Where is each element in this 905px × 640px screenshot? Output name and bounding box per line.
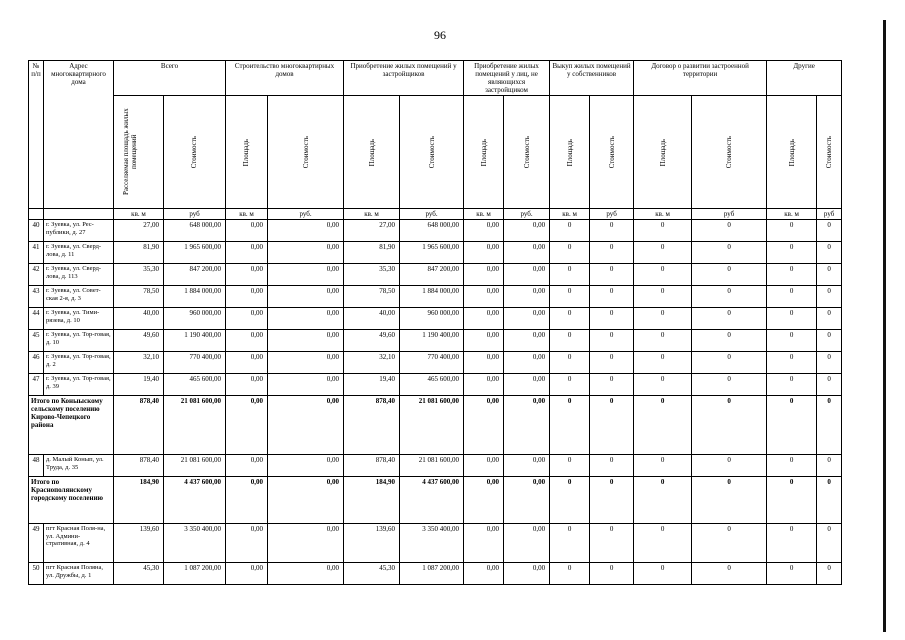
row-value: 0 — [550, 286, 590, 308]
row-address: г. Зуевка, ул. Совет-ская 2-я, д. 3 — [44, 286, 114, 308]
row-value: 770 400,00 — [400, 352, 464, 374]
row-value: 0,00 — [226, 477, 268, 524]
subtotal-label: Итого по Коныыскому сельскому поселению Кирово-Чепецкого района — [29, 396, 114, 455]
table-row — [29, 220, 842, 242]
row-value: 184,90 — [344, 477, 400, 524]
row-value: 878,40 — [114, 455, 164, 477]
resettlement-table — [28, 60, 842, 585]
row-value: 0 — [634, 524, 692, 563]
row-value: 0 — [550, 477, 590, 524]
row-value: 45,30 — [114, 563, 164, 585]
row-value: 0,00 — [464, 396, 504, 455]
header-row-sub — [29, 96, 842, 209]
row-value: 0,00 — [504, 455, 550, 477]
unit-label: руб — [817, 209, 842, 220]
row-value: 0,00 — [464, 264, 504, 286]
row-value: 21 081 600,00 — [164, 396, 226, 455]
unit-label: кв. м — [114, 209, 164, 220]
row-value: 0 — [767, 352, 817, 374]
row-value: 0,00 — [464, 308, 504, 330]
row-value: 0,00 — [504, 374, 550, 396]
row-value: 21 081 600,00 — [400, 455, 464, 477]
row-value: 4 437 600,00 — [164, 477, 226, 524]
row-value: 0 — [634, 308, 692, 330]
row-number: 50 — [29, 563, 44, 585]
row-value: 49,60 — [114, 330, 164, 352]
subheader-cost: Стоимость — [522, 136, 531, 169]
row-value: 0 — [767, 455, 817, 477]
row-value: 0 — [634, 286, 692, 308]
row-value: 0 — [590, 352, 634, 374]
row-value: 81,90 — [344, 242, 400, 264]
row-value: 0,00 — [268, 524, 344, 563]
row-value: 81,90 — [114, 242, 164, 264]
row-value: 0 — [590, 374, 634, 396]
row-value: 0 — [550, 308, 590, 330]
row-value: 1 884 000,00 — [164, 286, 226, 308]
row-address: г. Зуевка, ул. Сверд-лова, д. 11 — [44, 242, 114, 264]
table-row — [29, 563, 842, 585]
row-value: 0,00 — [226, 374, 268, 396]
row-value: 0,00 — [226, 330, 268, 352]
row-value: 0 — [767, 308, 817, 330]
row-value: 0 — [692, 352, 767, 374]
row-value: 1 884 000,00 — [400, 286, 464, 308]
row-value: 878,40 — [344, 396, 400, 455]
subheader-cost: Стоимость — [725, 136, 734, 169]
row-value: 0 — [634, 352, 692, 374]
unit-label: кв. м — [226, 209, 268, 220]
row-value: 960 000,00 — [164, 308, 226, 330]
row-value: 1 087 200,00 — [400, 563, 464, 585]
header-address: Адрес многоквартирного дома — [44, 61, 114, 209]
row-value: 0,00 — [226, 563, 268, 585]
row-value: 0 — [692, 330, 767, 352]
subheader-area: Площадь — [479, 138, 488, 166]
unit-label: кв. м — [634, 209, 692, 220]
row-address: г. Зуевка, ул. Тор-говая, д. 39 — [44, 374, 114, 396]
row-value: 0 — [767, 524, 817, 563]
row-value: 139,60 — [114, 524, 164, 563]
table-row — [29, 242, 842, 264]
row-value: 0 — [817, 242, 842, 264]
row-value: 1 190 400,00 — [164, 330, 226, 352]
row-value: 0 — [634, 374, 692, 396]
row-value: 0,00 — [504, 308, 550, 330]
unit-label: руб. — [504, 209, 550, 220]
row-value: 0,00 — [464, 330, 504, 352]
row-value: 0,00 — [226, 242, 268, 264]
unit-label: руб. — [268, 209, 344, 220]
row-value: 0 — [817, 477, 842, 524]
row-value: 0 — [767, 220, 817, 242]
row-number: 42 — [29, 264, 44, 286]
row-value: 0,00 — [504, 264, 550, 286]
row-value: 45,30 — [344, 563, 400, 585]
row-value: 0 — [550, 220, 590, 242]
row-value: 0,00 — [268, 220, 344, 242]
row-address: пгт Красная Поля-на, ул. Админи-стративная, д. 4 — [44, 524, 114, 563]
subheader-area: Площадь — [658, 138, 667, 166]
subheader-area: Площадь — [565, 138, 574, 166]
row-value: 0 — [817, 308, 842, 330]
header-buyout: Выкуп жилых помещений у собственников — [550, 61, 634, 96]
table-row — [29, 330, 842, 352]
row-value: 0 — [817, 220, 842, 242]
row-value: 35,30 — [344, 264, 400, 286]
row-value: 78,50 — [114, 286, 164, 308]
row-value: 0 — [590, 455, 634, 477]
subheader-cost: Стоимость — [190, 136, 199, 169]
header-other: Другие — [767, 61, 842, 96]
row-value: 0 — [590, 264, 634, 286]
row-value: 40,00 — [114, 308, 164, 330]
row-value: 0,00 — [226, 352, 268, 374]
row-value: 0 — [767, 242, 817, 264]
row-number: 43 — [29, 286, 44, 308]
unit-label: кв. м — [550, 209, 590, 220]
row-value: 0 — [692, 563, 767, 585]
row-value: 0 — [767, 396, 817, 455]
row-address: пгт Красная Поляна, ул. Дружбы, д. 1 — [44, 563, 114, 585]
table-row — [29, 524, 842, 563]
row-value: 0 — [590, 220, 634, 242]
row-value: 847 200,00 — [164, 264, 226, 286]
subheader-cost: Стоимость — [607, 136, 616, 169]
row-value: 78,50 — [344, 286, 400, 308]
row-number: 47 — [29, 374, 44, 396]
row-value: 0 — [817, 455, 842, 477]
row-value: 960 000,00 — [400, 308, 464, 330]
row-value: 0 — [817, 374, 842, 396]
row-value: 648 000,00 — [400, 220, 464, 242]
row-value: 0 — [590, 563, 634, 585]
row-value: 0,00 — [268, 477, 344, 524]
row-value: 0,00 — [504, 477, 550, 524]
row-value: 0,00 — [504, 524, 550, 563]
row-value: 0 — [590, 524, 634, 563]
row-value: 0,00 — [504, 352, 550, 374]
row-value: 0,00 — [464, 563, 504, 585]
row-value: 878,40 — [344, 455, 400, 477]
row-value: 3 350 400,00 — [164, 524, 226, 563]
table-body — [29, 220, 842, 585]
row-value: 0,00 — [268, 563, 344, 585]
row-value: 0,00 — [504, 563, 550, 585]
page-number: 96 — [434, 28, 446, 42]
row-value: 0 — [817, 286, 842, 308]
row-value: 0 — [692, 264, 767, 286]
row-value: 770 400,00 — [164, 352, 226, 374]
row-value: 0 — [590, 286, 634, 308]
row-value: 0 — [590, 330, 634, 352]
subheader-cost: Стоимость — [825, 136, 834, 169]
row-value: 35,30 — [114, 264, 164, 286]
row-value: 0,00 — [464, 477, 504, 524]
row-value: 0 — [550, 524, 590, 563]
row-value: 0 — [817, 330, 842, 352]
subheader-cost: Стоимость — [427, 136, 436, 169]
row-value: 0 — [634, 563, 692, 585]
table-row — [29, 455, 842, 477]
row-value: 0 — [817, 563, 842, 585]
row-address: г. Зуевка, ул. Тими-рязева, д. 10 — [44, 308, 114, 330]
row-value: 0,00 — [268, 396, 344, 455]
row-value: 0,00 — [464, 352, 504, 374]
unit-label: руб — [590, 209, 634, 220]
row-value: 21 081 600,00 — [164, 455, 226, 477]
row-value: 0 — [692, 286, 767, 308]
row-number: 48 — [29, 455, 44, 477]
row-value: 0 — [550, 563, 590, 585]
row-address: г. Зуевка, ул. Тор-говая, д. 10 — [44, 330, 114, 352]
row-value: 19,40 — [344, 374, 400, 396]
row-value: 0 — [634, 264, 692, 286]
row-value: 0 — [767, 264, 817, 286]
row-value: 4 437 600,00 — [400, 477, 464, 524]
row-value: 0,00 — [504, 396, 550, 455]
row-value: 465 600,00 — [400, 374, 464, 396]
row-value: 0,00 — [268, 374, 344, 396]
row-value: 27,00 — [114, 220, 164, 242]
units-row — [29, 209, 842, 220]
subtotal-row — [29, 396, 842, 455]
row-value: 0,00 — [268, 330, 344, 352]
row-value: 0 — [590, 396, 634, 455]
header-purchase-dev: Приобретение жилых помещений у застройщиков — [344, 61, 464, 96]
row-value: 27,00 — [344, 220, 400, 242]
row-number: 41 — [29, 242, 44, 264]
row-value: 0 — [692, 220, 767, 242]
subheader-area: Площадь — [787, 138, 796, 166]
row-value: 1 965 600,00 — [400, 242, 464, 264]
row-value: 0,00 — [226, 308, 268, 330]
unit-label: кв. м — [464, 209, 504, 220]
table-row — [29, 374, 842, 396]
row-value: 0 — [634, 455, 692, 477]
header-total: Всего — [114, 61, 226, 96]
row-value: 49,60 — [344, 330, 400, 352]
row-value: 0 — [550, 455, 590, 477]
header-no: № п/п — [29, 61, 44, 209]
row-value: 0,00 — [226, 264, 268, 286]
row-value: 32,10 — [344, 352, 400, 374]
unit-label: кв. м — [344, 209, 400, 220]
row-value: 0 — [817, 352, 842, 374]
row-value: 0,00 — [504, 330, 550, 352]
subheader-area: Площадь — [242, 138, 251, 166]
row-value: 0 — [634, 396, 692, 455]
subheader-cost: Стоимость — [301, 136, 310, 169]
row-value: 0 — [634, 330, 692, 352]
row-value: 0 — [550, 264, 590, 286]
row-value: 0,00 — [268, 352, 344, 374]
row-value: 0,00 — [268, 455, 344, 477]
row-value: 0,00 — [464, 286, 504, 308]
row-value: 0 — [590, 308, 634, 330]
row-value: 878,40 — [114, 396, 164, 455]
header-contract: Договор о развитии застроенной территории — [634, 61, 767, 96]
row-value: 0,00 — [226, 220, 268, 242]
row-value: 0 — [767, 477, 817, 524]
row-value: 0 — [550, 396, 590, 455]
subheader-area: Площадь — [367, 138, 376, 166]
row-value: 0,00 — [268, 242, 344, 264]
row-value: 0 — [692, 396, 767, 455]
row-value: 0,00 — [464, 374, 504, 396]
row-address: г. Зуевка, ул. Тор-говая, д. 2 — [44, 352, 114, 374]
row-value: 0 — [692, 477, 767, 524]
table-row — [29, 264, 842, 286]
row-number: 44 — [29, 308, 44, 330]
row-value: 21 081 600,00 — [400, 396, 464, 455]
row-value: 3 350 400,00 — [400, 524, 464, 563]
row-value: 0,00 — [226, 396, 268, 455]
row-value: 0 — [550, 352, 590, 374]
header-purchase-nondev: Приобретение жилых помещений у лиц, не являющихся застройщиком — [464, 61, 550, 96]
row-address: г. Зуевка, ул. Рес-публики, д. 27 — [44, 220, 114, 242]
row-value: 0 — [550, 330, 590, 352]
row-value: 0,00 — [268, 308, 344, 330]
table-row — [29, 308, 842, 330]
unit-label: руб — [164, 209, 226, 220]
row-value: 139,60 — [344, 524, 400, 563]
row-value: 0 — [692, 308, 767, 330]
row-value: 0 — [817, 396, 842, 455]
row-value: 0 — [634, 242, 692, 264]
row-value: 0,00 — [464, 242, 504, 264]
row-value: 0 — [634, 220, 692, 242]
unit-label: руб — [692, 209, 767, 220]
subtotal-label: Итого по Краснополянскому городскому поселению — [29, 477, 114, 524]
row-value: 0,00 — [504, 242, 550, 264]
row-value: 0 — [550, 374, 590, 396]
row-value: 0 — [692, 524, 767, 563]
row-value: 847 200,00 — [400, 264, 464, 286]
header-row-groups — [29, 61, 842, 96]
table-row — [29, 352, 842, 374]
row-value: 0 — [817, 264, 842, 286]
unit-label: руб. — [400, 209, 464, 220]
row-number: 49 — [29, 524, 44, 563]
row-value: 0 — [767, 286, 817, 308]
row-value: 0 — [590, 242, 634, 264]
subheader-resettled-area: Расселяемая площадь жилых помещений — [121, 108, 138, 196]
row-value: 19,40 — [114, 374, 164, 396]
row-value: 0 — [550, 242, 590, 264]
row-number: 45 — [29, 330, 44, 352]
row-value: 0,00 — [226, 524, 268, 563]
row-value: 0 — [692, 242, 767, 264]
row-number: 46 — [29, 352, 44, 374]
row-value: 0 — [590, 477, 634, 524]
row-number: 40 — [29, 220, 44, 242]
row-value: 0 — [692, 455, 767, 477]
subtotal-row — [29, 477, 842, 524]
row-address: г. Зуевка, ул. Сверд-лова, д. 113 — [44, 264, 114, 286]
page-edge-bar — [883, 20, 886, 632]
row-value: 0 — [767, 330, 817, 352]
row-value: 0 — [767, 374, 817, 396]
header-construction: Строительство многоквартирных домов — [226, 61, 344, 96]
row-value: 0,00 — [464, 524, 504, 563]
row-value: 0 — [817, 524, 842, 563]
row-value: 465 600,00 — [164, 374, 226, 396]
row-value: 0 — [634, 477, 692, 524]
row-value: 0,00 — [226, 286, 268, 308]
unit-label: кв. м — [767, 209, 817, 220]
row-value: 1 087 200,00 — [164, 563, 226, 585]
row-value: 0,00 — [268, 264, 344, 286]
row-value: 0,00 — [504, 286, 550, 308]
row-value: 0,00 — [464, 220, 504, 242]
row-value: 40,00 — [344, 308, 400, 330]
row-value: 0,00 — [504, 220, 550, 242]
row-value: 0,00 — [464, 455, 504, 477]
row-value: 0,00 — [226, 455, 268, 477]
row-value: 0 — [767, 563, 817, 585]
row-value: 0,00 — [268, 286, 344, 308]
row-value: 1 965 600,00 — [164, 242, 226, 264]
row-value: 184,90 — [114, 477, 164, 524]
row-value: 648 000,00 — [164, 220, 226, 242]
table-row — [29, 286, 842, 308]
row-address: д. Малый Конып, ул. Труда, д. 35 — [44, 455, 114, 477]
row-value: 32,10 — [114, 352, 164, 374]
row-value: 1 190 400,00 — [400, 330, 464, 352]
row-value: 0 — [692, 374, 767, 396]
